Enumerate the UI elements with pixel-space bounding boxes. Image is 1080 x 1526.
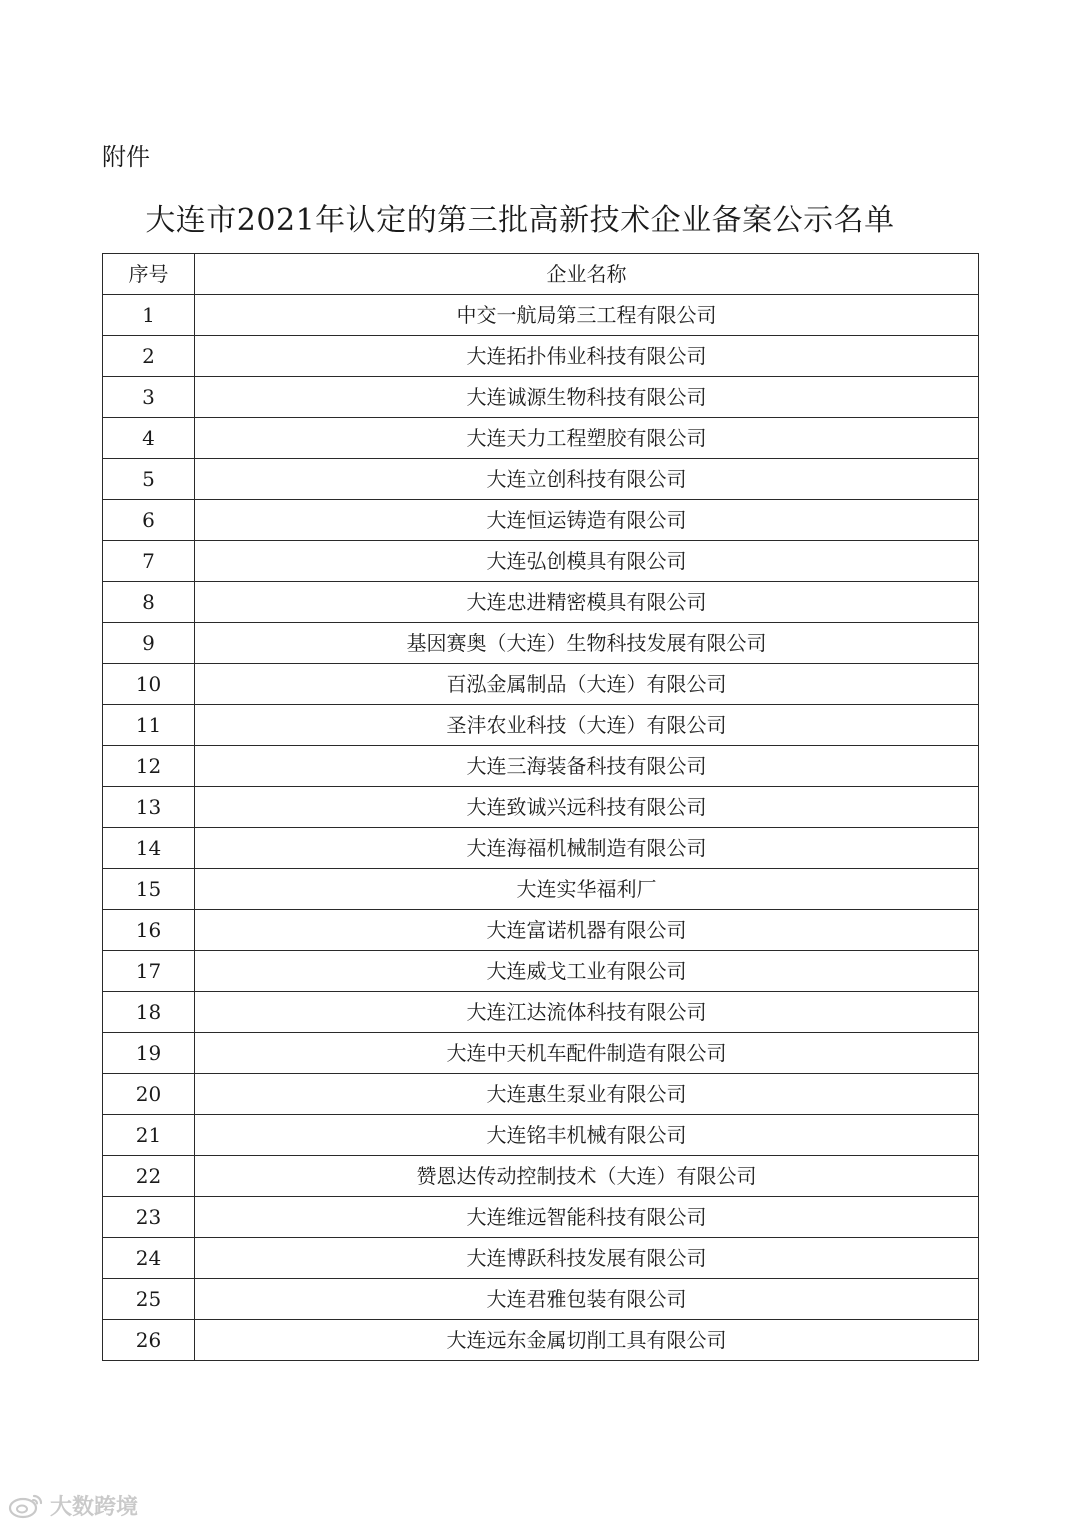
enterprise-name-cell: 大连弘创模具有限公司 xyxy=(195,541,979,582)
enterprise-name-cell: 大连铭丰机械有限公司 xyxy=(195,1115,979,1156)
table-row xyxy=(103,582,979,623)
enterprise-name-cell: 大连远东金属切削工具有限公司 xyxy=(195,1320,979,1361)
table-row xyxy=(103,664,979,705)
enterprise-name-cell: 大连诚源生物科技有限公司 xyxy=(195,377,979,418)
weibo-logo-icon xyxy=(8,1493,44,1519)
enterprise-name-cell: 大连天力工程塑胶有限公司 xyxy=(195,418,979,459)
enterprise-name-cell: 大连博跃科技发展有限公司 xyxy=(195,1238,979,1279)
enterprise-name-cell: 大连三海装备科技有限公司 xyxy=(195,746,979,787)
serial-number-cell: 9 xyxy=(103,623,195,664)
enterprise-name-cell: 赞恩达传动控制技术（大连）有限公司 xyxy=(195,1156,979,1197)
table-row xyxy=(103,500,979,541)
table-row xyxy=(103,336,979,377)
table-row xyxy=(103,787,979,828)
serial-number-cell: 5 xyxy=(103,459,195,500)
serial-number-cell: 21 xyxy=(103,1115,195,1156)
serial-number-cell: 25 xyxy=(103,1279,195,1320)
table-row xyxy=(103,623,979,664)
serial-number-cell: 24 xyxy=(103,1238,195,1279)
table-row xyxy=(103,1115,979,1156)
table-row xyxy=(103,1279,979,1320)
serial-number-cell: 22 xyxy=(103,1156,195,1197)
table-row xyxy=(103,418,979,459)
table-row xyxy=(103,1320,979,1361)
table-row xyxy=(103,459,979,500)
table-row xyxy=(103,746,979,787)
enterprise-name-cell: 大连致诚兴远科技有限公司 xyxy=(195,787,979,828)
enterprise-name-cell: 大连江达流体科技有限公司 xyxy=(195,992,979,1033)
enterprise-name-cell: 大连威戈工业有限公司 xyxy=(195,951,979,992)
enterprise-table xyxy=(102,253,979,1361)
serial-number-cell: 4 xyxy=(103,418,195,459)
serial-number-cell: 20 xyxy=(103,1074,195,1115)
document-title: 大连市2021年认定的第三批高新技术企业备案公示名单 xyxy=(145,203,895,238)
enterprise-name-cell: 圣沣农业科技（大连）有限公司 xyxy=(195,705,979,746)
table-header-row xyxy=(103,254,979,295)
serial-number-cell: 12 xyxy=(103,746,195,787)
serial-number-cell: 6 xyxy=(103,500,195,541)
table-row xyxy=(103,1033,979,1074)
enterprise-name-cell: 大连忠进精密模具有限公司 xyxy=(195,582,979,623)
serial-number-cell: 17 xyxy=(103,951,195,992)
attachment-label: 附件 xyxy=(102,143,150,171)
serial-number-cell: 19 xyxy=(103,1033,195,1074)
serial-number-cell: 13 xyxy=(103,787,195,828)
header-serial-number: 序号 xyxy=(103,254,195,295)
serial-number-cell: 14 xyxy=(103,828,195,869)
enterprise-name-cell: 基因赛奥（大连）生物科技发展有限公司 xyxy=(195,623,979,664)
table-row xyxy=(103,992,979,1033)
enterprise-name-cell: 大连海福机械制造有限公司 xyxy=(195,828,979,869)
enterprise-name-cell: 大连中天机车配件制造有限公司 xyxy=(195,1033,979,1074)
watermark-text: 大数跨境 xyxy=(50,1495,139,1520)
serial-number-cell: 18 xyxy=(103,992,195,1033)
enterprise-name-cell: 大连君雅包装有限公司 xyxy=(195,1279,979,1320)
table-row xyxy=(103,951,979,992)
enterprise-name-cell: 大连富诺机器有限公司 xyxy=(195,910,979,951)
serial-number-cell: 26 xyxy=(103,1320,195,1361)
serial-number-cell: 3 xyxy=(103,377,195,418)
serial-number-cell: 8 xyxy=(103,582,195,623)
serial-number-cell: 10 xyxy=(103,664,195,705)
table-row xyxy=(103,1074,979,1115)
table-row xyxy=(103,541,979,582)
serial-number-cell: 15 xyxy=(103,869,195,910)
table-row xyxy=(103,1156,979,1197)
watermark xyxy=(8,1490,138,1521)
enterprise-name-cell: 大连维远智能科技有限公司 xyxy=(195,1197,979,1238)
enterprise-name-cell: 大连惠生泵业有限公司 xyxy=(195,1074,979,1115)
table-row xyxy=(103,1197,979,1238)
table-row xyxy=(103,1238,979,1279)
table-row xyxy=(103,377,979,418)
serial-number-cell: 16 xyxy=(103,910,195,951)
enterprise-name-cell: 百泓金属制品（大连）有限公司 xyxy=(195,664,979,705)
enterprise-name-cell: 大连恒运铸造有限公司 xyxy=(195,500,979,541)
serial-number-cell: 11 xyxy=(103,705,195,746)
enterprise-name-cell: 中交一航局第三工程有限公司 xyxy=(195,295,979,336)
enterprise-name-cell: 大连立创科技有限公司 xyxy=(195,459,979,500)
table-row xyxy=(103,869,979,910)
serial-number-cell: 23 xyxy=(103,1197,195,1238)
enterprise-name-cell: 大连拓扑伟业科技有限公司 xyxy=(195,336,979,377)
header-enterprise-name: 企业名称 xyxy=(195,254,979,295)
table-body xyxy=(103,295,979,1361)
serial-number-cell: 1 xyxy=(103,295,195,336)
serial-number-cell: 2 xyxy=(103,336,195,377)
serial-number-cell: 7 xyxy=(103,541,195,582)
table-row xyxy=(103,705,979,746)
table-row xyxy=(103,828,979,869)
enterprise-name-cell: 大连实华福利厂 xyxy=(195,869,979,910)
table-row xyxy=(103,295,979,336)
table-row xyxy=(103,910,979,951)
